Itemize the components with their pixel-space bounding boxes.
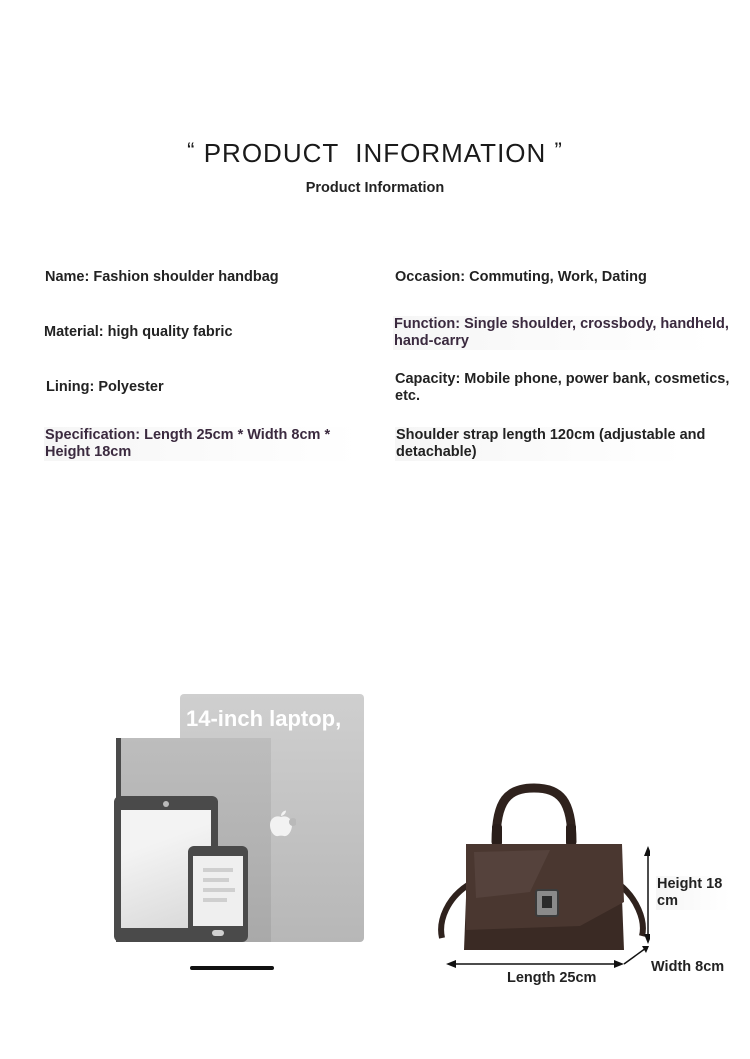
device-shadow-bar <box>190 966 274 970</box>
title-text: PRODUCT INFORMATION <box>203 138 547 168</box>
spec-occasion: Occasion: Commuting, Work, Dating <box>395 269 647 285</box>
spec-specification-line2: Height 18cm <box>45 444 132 460</box>
spec-strap-line1: Shoulder strap length 120cm (adjustable and <box>396 427 706 443</box>
width-label: Width 8cm <box>651 959 725 975</box>
phone-home-button <box>212 930 224 936</box>
spec-material: Material: high quality fabric <box>44 324 233 340</box>
apple-logo-icon <box>266 810 296 838</box>
spec-capacity <box>395 371 729 405</box>
phone-screen-line <box>203 898 227 902</box>
spec-function-line2: hand-carry <box>394 333 469 349</box>
height-label-line2: cm <box>657 893 678 909</box>
page-title <box>0 138 750 169</box>
spec-name: Name: Fashion shoulder handbag <box>45 269 279 285</box>
phone-screen-line <box>203 888 235 892</box>
phone-screen <box>193 856 243 926</box>
spec-capacity-line1: Capacity: Mobile phone, power bank, cosmetics, <box>395 371 730 387</box>
open-quote: “ <box>187 138 196 163</box>
laptop-label: 14-inch laptop, <box>186 706 342 731</box>
capacity-illustration <box>110 690 370 980</box>
handbag-illustration <box>430 780 650 980</box>
length-label: Length 25cm <box>507 970 597 986</box>
spec-strap <box>396 427 705 461</box>
page-subtitle: Product Information <box>305 180 445 196</box>
height-label <box>657 876 722 910</box>
spec-strap-line2: detachable) <box>396 444 477 460</box>
tablet-camera <box>163 801 169 807</box>
spec-function-line1: Function: Single shoulder, crossbody, handheld, <box>394 316 729 332</box>
spec-lining: Lining: Polyester <box>46 379 164 395</box>
close-quote: ” <box>554 138 563 163</box>
spec-specification-line1: Specification: Length 25cm * Width 8cm * <box>45 427 331 443</box>
phone-icon <box>188 846 248 942</box>
phone-screen-line <box>203 868 233 872</box>
height-label-line1: Height 18 <box>657 876 723 892</box>
spec-function <box>394 316 729 350</box>
phone-screen-line <box>203 878 229 882</box>
spec-specification <box>45 427 330 461</box>
spec-capacity-line2: etc. <box>395 388 420 404</box>
